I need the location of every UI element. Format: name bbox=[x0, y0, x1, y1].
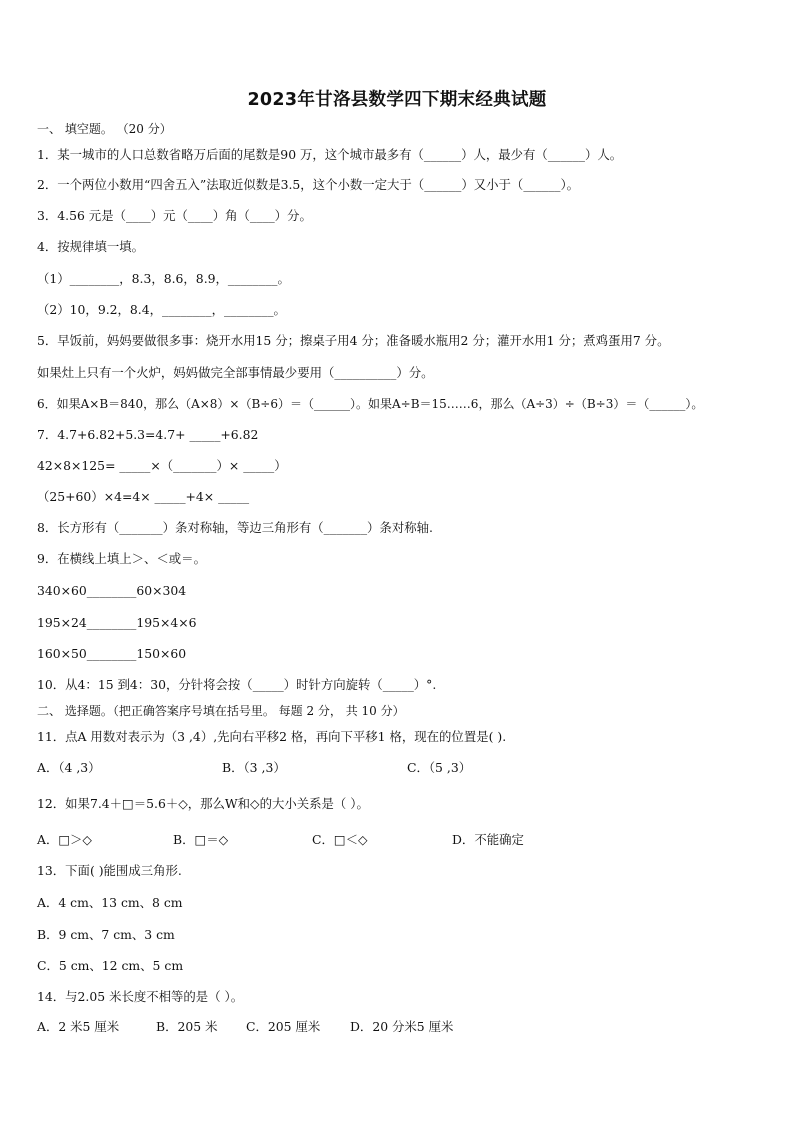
question-1: 1．某一城市的人口总数省略万后面的尾数是90 万，这个城市最多有（______）人，最少有（______）人。 bbox=[37, 147, 623, 162]
question-12-option-a: A．□＞◇ bbox=[37, 832, 92, 847]
section-multiple-choice-heading: 二、 选择题。（把正确答案序号填在括号里。 每题 2 分， 共 10 分） bbox=[37, 704, 405, 718]
question-12-option-d: D．不能确定 bbox=[452, 832, 524, 847]
question-14-option-a: A．2 米5 厘米 bbox=[37, 1019, 120, 1034]
question-5-line-1: 5．早饭前，妈妈要做很多事：烧开水用15 分；擦桌子用4 分；准备暖水瓶用2 分；灌开水用1 分；煮鸡蛋用7 分。 bbox=[37, 333, 670, 348]
question-9-item-1: 340×60________60×304 bbox=[37, 583, 187, 598]
question-14: 14．与2.05 米长度不相等的是（ ）。 bbox=[37, 989, 244, 1004]
question-7-line-1: 7．4.7+6.82+5.3=4.7+ _____+6.82 bbox=[37, 427, 259, 442]
question-13: 13．下面( )能围成三角形. bbox=[37, 863, 182, 878]
question-8: 8．长方形有（_______）条对称轴，等边三角形有（_______）条对称轴. bbox=[37, 520, 433, 535]
question-14-option-d: D．20 分米5 厘米 bbox=[350, 1019, 454, 1034]
section-fill-blank-heading: 一、 填空题。 （20 分） bbox=[37, 122, 172, 136]
question-12-option-b: B．□＝◇ bbox=[173, 832, 229, 847]
question-14-option-c: C．205 厘米 bbox=[246, 1019, 321, 1034]
question-3: 3．4.56 元是（____）元（____）角（____）分。 bbox=[37, 208, 312, 223]
question-7-line-3: （25+60）×4=4× _____+4× _____ bbox=[37, 489, 250, 504]
page-title: 2023年甘洛县数学四下期末经典试题 bbox=[247, 90, 547, 110]
question-11-option-a: A．（4 ,3） bbox=[37, 760, 101, 775]
question-12: 12．如果7.4＋□＝5.6＋◇，那么W和◇的大小关系是（ ）。 bbox=[37, 796, 369, 811]
question-13-option-c: C．5 cm、12 cm、5 cm bbox=[37, 958, 184, 973]
question-11-option-b: B．（3 ,3） bbox=[222, 760, 286, 775]
question-4: 4．按规律填一填。 bbox=[37, 239, 145, 254]
question-6: 6．如果A×B＝840，那么（A×8）×（B÷6）＝（______）。如果A÷B＝15……6，那么（A÷3）÷（B÷3）＝（______）。 bbox=[37, 397, 704, 411]
question-4-part-2: （2）10，9.2，8.4，________，________。 bbox=[37, 302, 286, 317]
question-9: 9．在横线上填上＞、＜或＝。 bbox=[37, 551, 206, 566]
question-5-line-2: 如果灶上只有一个火炉，妈妈做完全部事情最少要用（__________）分。 bbox=[37, 365, 434, 380]
question-10: 10．从4：15 到4：30，分针将会按（_____）时针方向旋转（_____）°. bbox=[37, 677, 437, 692]
question-14-option-b: B．205 米 bbox=[156, 1019, 218, 1034]
question-2: 2．一个两位小数用“四舍五入”法取近似数是3.5，这个小数一定大于（______）又小于（______）。 bbox=[37, 177, 580, 192]
question-7-line-2: 42×8×125= _____×（_______）× _____） bbox=[37, 458, 287, 473]
question-9-item-2: 195×24________195×4×6 bbox=[37, 615, 197, 630]
question-11-option-c: C．（5 ,3） bbox=[407, 760, 472, 775]
question-13-option-a: A．4 cm、13 cm、8 cm bbox=[37, 895, 183, 910]
question-12-option-c: C．□＜◇ bbox=[312, 832, 368, 847]
question-4-part-1: （1）________，8.3，8.6，8.9，________。 bbox=[37, 271, 290, 286]
question-13-option-b: B．9 cm、7 cm、3 cm bbox=[37, 927, 175, 942]
question-9-item-3: 160×50________150×60 bbox=[37, 646, 187, 661]
question-11: 11．点A 用数对表示为（3 ,4）,先向右平移2 格，再向下平移1 格，现在的位置是( ). bbox=[37, 729, 507, 744]
